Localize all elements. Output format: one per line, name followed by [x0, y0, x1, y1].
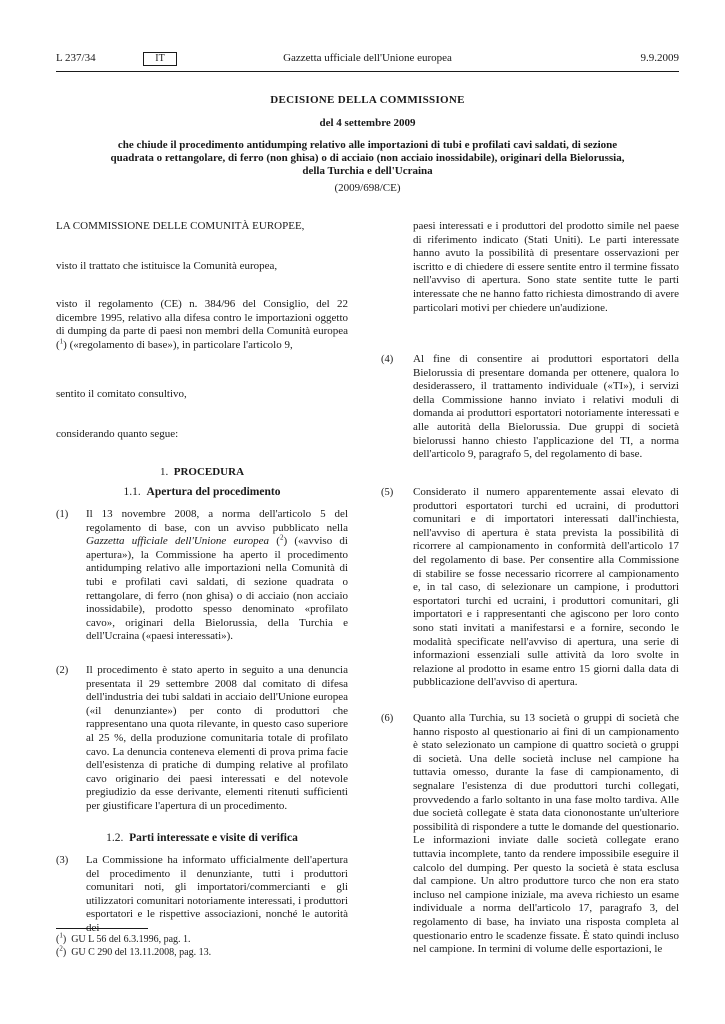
- paragraph-label: (4): [381, 354, 394, 365]
- language-badge: IT: [143, 52, 177, 66]
- document-title: [56, 94, 679, 195]
- title-subject: che chiude il procedimento antidumping relativo alle importazioni di tubi e profilati cavi saldati, di sezione quadrata o rettangolare, di ferro (non ghisa) o di acciaio (non acciaio inossidabile), originari della Bielorussia, della Turchia e dell'Ucraina: [110, 139, 625, 177]
- preamble-committee: sentito il comitato consultivo,: [56, 388, 187, 400]
- title-decision: DECISIONE DELLA COMMISSIONE: [270, 94, 465, 106]
- subsection-heading-2: 1.2. Parti interessate e visite di verifica: [106, 832, 298, 844]
- preamble-considering: considerando quanto segue:: [56, 428, 179, 440]
- paragraph-2: [56, 664, 348, 814]
- header-rule: [56, 71, 679, 72]
- preamble-treaty: visto il trattato che istituisce la Comunità europea,: [56, 260, 278, 272]
- footnote-ref: 1: [59, 337, 64, 346]
- footnote-rule: [56, 928, 148, 929]
- footnote-ref: 2: [279, 533, 284, 542]
- paragraph-text: La Commissione ha informato ufficialmente dell'apertura del procedimento il denunziante, tutti i produttori comunitari noti, gli importatori/commercianti e gli utilizzatori comunitari notoriamente interessati, i produttori esportatori e le rispettive associazioni, nonché le autorità dei: [86, 854, 348, 934]
- paragraph-text: Quanto alla Turchia, su 13 società o gruppi di società che hanno risposto al questionario ai fini di un campionamento è stato selezionato un campione di quattro società o gruppi di società. Una delle società incluse nel campione ha tuttavia omesso, durante la fase di campionamento, di segnalare l'esistenza di due produttori turchi collegati, provvedendo a farlo soltanto in una fase molto tardiva. Alle due società collegate è stata data ciononostante un'ulteriore possibilità di rispondere a tutte le domande del questionario. Le informazioni inviate dalle società collegate erano tuttavia incomplete, tanto da rendere impossibile eseguire il calcolo del dumping. Per questo la società è stata esclusa dal campione. Un altro produttore turco che non era stato incluso nel campione iniziale, ma aveva richiesto un esame individuale a norma dell'articolo 17, paragrafo 3, del regolamento di base, ha inviato una risposta completa al questionario entro le scadenze fissate. È stato quindi incluso nel campione. In termini di volume delle esportazioni, le: [413, 712, 679, 956]
- page-number: L 237/34: [56, 52, 96, 64]
- paragraph-6: [381, 712, 679, 957]
- paragraph-label: (1): [56, 509, 69, 520]
- journal-title: Gazzetta ufficiale dell'Unione europea: [283, 52, 452, 64]
- paragraph-3-continued: paesi interessati e i produttori del prodotto simile nel paese di riferimento indicato (Stati Uniti). Le parti interessate hanno avuto la possibilità di presentare osservazioni per iscritto e di chiedere di essere sentite entro il termine fissato nell'avviso di apertura. Sono state sentite tutte le parti interessate che ne hanno fatto richiesta dimostrando di avere particolari motivi per chiedere un'audizione.: [413, 220, 679, 314]
- paragraph-text: Il 13 novembre 2008, a norma dell'articolo 5 del regolamento di base, con un avviso pubblicato nella Gazzetta ufficiale dell'Unione europea ($^2$) («avviso di apertura»), la Commissione ha aperto il procedimento antidumping relativo alle importazioni nella Comunità di tubi e profilati cavi saldati, di sezione quadrata o rettangolare, di ferro (non ghisa) o di acciaio (non acciaio inossidabile), prodotto spesso denominato «profilato cavo», originari della Bielorussia, della Turchia e dell'Ucraina («paesi interessati»).: [86, 508, 348, 643]
- publication-date: 9.9.2009: [640, 52, 679, 64]
- paragraph-text: Il procedimento è stato aperto in seguito a una denuncia presentata il 29 settembre 2008 dal comitato di difesa dell'industria dei tubi saldati in acciaio dell'Unione europea («il denunziante») per conto di produttori che rappresentano una quota rilevante, in questo caso superiore al 25 %, della produzione comunitaria totale di profilato cavo. La denuncia conteneva elementi di prova prima facie dell'esistenza di pratiche di dumping relative al profilato cavo originario dei paesi interessati e del notevole pregiudizio da esse derivante, elementi ritenuti sufficienti per giustificare l'apertura di un procedimento.: [86, 664, 348, 812]
- paragraph-label: (5): [381, 487, 394, 498]
- preamble-regulation: visto il regolamento (CE) n. 384/96 del Consiglio, del 22 dicembre 1995, relativo alla difesa contro le importazioni oggetto di dumping da parte di paesi non membri della Comunità europea ($^1$) («regolamento di base»), in particolare l'articolo 9,: [56, 298, 348, 351]
- paragraph-label: (6): [381, 713, 394, 724]
- footnote-1: ($^1$) GU L 56 del 6.3.1996, pag. 1.: [56, 931, 191, 945]
- page-header: [56, 52, 679, 72]
- footnote-2: ($^2$) GU C 290 del 13.11.2008, pag. 13.: [56, 944, 212, 958]
- paragraph-text: Considerato il numero apparentemente assai elevato di produttori esportatori turchi ed ucraini, di produttori comunitari e di importatori interessati dall'inchiesta, nell'avviso di apertura è stata prevista la possibilità di ricorrere al campionamento in conformità dell'articolo 17 del regolamento di base. Per consentire alla Commissione di stabilire se fosse necessario ricorrere al campionamento e, in tal caso, di selezionare un campione, i produttori esportatori turchi ed ucraini, i produttori comunitari, gli importatori e i rappresentanti che agiscono per loro conto sono stati invitati a manifestarsi e a fornire, secondo le modalità specificate nell'avviso di apertura, una serie di informazioni essenziali sulle attività da loro svolte in relazione al prodotto in esame entro 15 giorni dalla data di pubblicazione dell'avviso di apertura.: [413, 486, 679, 689]
- paragraph-5: [381, 486, 679, 690]
- paragraph-label: (2): [56, 665, 69, 676]
- paragraph-text: Al fine di consentire ai produttori esportatori della Bielorussia di presentare domanda per ottenere, qualora lo desiderassero, il trattamento individuale («TI»), i servizi della Commissione hanno inviato i relativi moduli di domanda ai produttori esportatori notoriamente interessati e alle autorità della Bielorussia. Due gruppi di società bielorussi hanno chiesto l'applicazione del TI, a norma dell'articolo 9, paragrafo 5, del regolamento di base.: [413, 353, 679, 461]
- subsection-heading-1: 1.1. Apertura del procedimento: [123, 486, 281, 498]
- preamble-commission: LA COMMISSIONE DELLE COMUNITÀ EUROPEE,: [56, 220, 305, 232]
- paragraph-1: [56, 508, 348, 644]
- paragraph-3: [56, 854, 348, 936]
- paragraph-4: [381, 353, 679, 462]
- section-heading: 1. PROCEDURA: [159, 466, 245, 478]
- title-date: del 4 settembre 2009: [319, 117, 416, 129]
- paragraph-label: (3): [56, 855, 69, 866]
- title-reference: (2009/698/CE): [334, 182, 401, 194]
